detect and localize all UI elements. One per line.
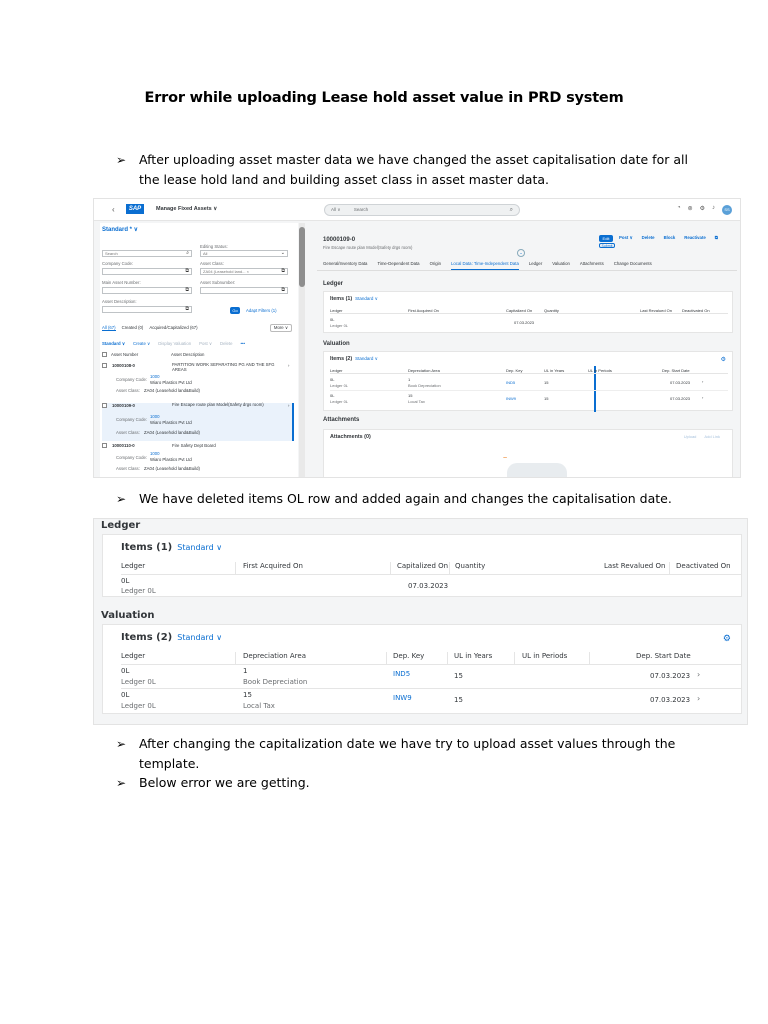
company-code-field[interactable]	[102, 268, 192, 275]
asset-description-label: Asset Description:	[102, 299, 137, 304]
attachment-actions	[684, 434, 720, 439]
bullet-item	[116, 150, 696, 190]
list-item[interactable]: 10000108-0 PARTITION WORK SEPARATING PG AND THE SFG AREAS › Company Code: 1000 Wiaro Plastics Pvt Ltd Asset Class: ZA04 (Leasehold land&Build)	[102, 363, 294, 368]
value-help-icon: ⧉	[281, 287, 285, 293]
chevron-right-icon: ›	[702, 395, 704, 400]
expand-header-icon[interactable]: ⌄	[517, 249, 525, 257]
help-icon[interactable]: ⊚	[687, 206, 693, 212]
object-description: Fire Escape route plan Model(Safety drgs room)	[323, 245, 413, 250]
chevron-right-icon[interactable]: ›	[697, 670, 701, 679]
search-scope[interactable]: All ∨	[331, 207, 341, 212]
value-help-icon: ⧉	[185, 287, 189, 293]
row-checkbox[interactable]	[102, 403, 107, 408]
avatar[interactable]: SS	[722, 205, 732, 215]
submit-button[interactable]: Submit	[599, 243, 615, 248]
col-asset-description: Asset Description	[171, 352, 205, 357]
valuation-section-title: Valuation	[323, 341, 350, 347]
editing-status-select[interactable]: All ⌄	[200, 250, 288, 257]
variant-selector[interactable]: Standard * ∨	[102, 227, 139, 233]
chevron-right-icon[interactable]: ›	[697, 694, 701, 703]
chevron-right-icon: ›	[288, 363, 290, 368]
bullet-text: Below error we are getting.	[139, 775, 310, 790]
value-help-icon: ⧉	[281, 268, 285, 274]
arrow-bullet-icon: ➢	[116, 737, 127, 751]
create-button[interactable]: Create ∨	[132, 341, 151, 346]
table-variant[interactable]: Standard ∨	[102, 341, 125, 346]
notification-icon[interactable]: ◔	[676, 205, 681, 211]
tab-local-data[interactable]: Local Data: Time-Independent Data	[451, 259, 519, 270]
object-actions	[619, 235, 718, 241]
bullet-item	[116, 734, 696, 774]
chevron-right-icon: ›	[288, 403, 290, 408]
list-report-panel	[100, 223, 298, 478]
tab-time-dependent[interactable]: Time-Dependent Data	[377, 261, 420, 266]
overflow-icon[interactable]: •••	[240, 341, 245, 346]
search-placeholder: Search	[353, 207, 369, 212]
search-field[interactable]: Search ⌕	[102, 250, 192, 257]
main-asset-label: Main Asset Number:	[102, 280, 141, 285]
delete-button[interactable]: Delete	[220, 341, 233, 346]
search-icon: ⌕	[186, 250, 189, 256]
bullet-text: We have deleted items OL row and added again and changes the capitalisation date.	[139, 491, 672, 506]
chevron-down-icon: ⌄	[280, 250, 285, 256]
shell-search[interactable]	[324, 204, 520, 216]
splitter-scrollbar[interactable]	[299, 223, 305, 478]
tab-all[interactable]: All (67)	[102, 325, 116, 330]
adapt-filters-button[interactable]: Adapt Filters (1)	[246, 308, 277, 313]
tab-ledger[interactable]: Ledger	[528, 261, 543, 266]
ledger-items-title: Items (1) Standard ∨	[121, 542, 223, 553]
shell-actions	[677, 205, 732, 215]
ledger-card	[323, 291, 733, 333]
object-page	[317, 223, 737, 478]
bullet-text: After uploading asset master data we have changed the asset capitalisation date for all the lease hold land and building asset class in asset master data.	[139, 152, 688, 187]
block-button[interactable]: Block	[663, 235, 676, 240]
screenshot-manage-fixed-assets	[93, 198, 741, 478]
asset-class-field[interactable]: ZA04 (Leasehold land... × ⧉	[200, 268, 288, 275]
valuation-items-title: Items (2) Standard ∨	[330, 356, 378, 362]
object-id: 10000109-0	[323, 237, 356, 243]
valuation-table: Ledger Depreciation Area Dep. Key UL in Years UL in Periods Dep. Start Date 0L Ledger 0L 1 Book Depreciation IND5 15 07.03.2023 › 0L Ledger 0L 15 Local Tax INW9 15 07.03.2023 ›	[121, 652, 741, 712]
list-header	[102, 352, 294, 357]
main-asset-field[interactable]	[102, 287, 192, 294]
settings-icon[interactable]: ⚙	[699, 206, 705, 212]
tab-valuation[interactable]: Valuation	[552, 261, 570, 266]
col-asset-number: Asset Number	[111, 352, 139, 357]
row-checkbox[interactable]	[102, 363, 107, 368]
list-item-selected[interactable]: 10000109-0 Fire Escape route plan Model(Safety drgs room) › Company Code: 1000 Wiaro Plastics Pvt Ltd Asset Class: ZA04 (Leasehold land&Build)	[102, 403, 294, 441]
bullet-text: After changing the capitalization date we have try to upload asset values through the template.	[139, 736, 676, 771]
arrow-bullet-icon: ➢	[116, 492, 127, 506]
object-tabs	[317, 259, 737, 271]
ledger-items-title: Items (1) Standard ∨	[330, 296, 378, 302]
search-icon[interactable]: ⌕	[509, 207, 513, 213]
go-button[interactable]: Go	[230, 307, 240, 314]
upload-button[interactable]: Upload	[683, 434, 697, 439]
editing-status-label: Editing Status:	[200, 244, 228, 249]
empty-state-illustration	[507, 463, 567, 477]
list-toolbar	[102, 341, 245, 347]
add-link-button[interactable]: Add Link	[704, 434, 720, 439]
tab-created[interactable]: Created (0)	[121, 325, 144, 330]
variant-selector[interactable]: Standard ∨	[355, 356, 378, 361]
post-button[interactable]: Post ∨	[619, 235, 633, 240]
back-icon[interactable]: ‹	[112, 205, 115, 214]
ledger-card	[102, 534, 742, 597]
edit-button[interactable]: Edit	[599, 235, 613, 242]
app-title[interactable]: Manage Fixed Assets ∨	[156, 206, 218, 212]
row-checkbox[interactable]	[102, 443, 107, 448]
bullet-item	[116, 773, 696, 793]
attachments-items-title: Attachments (0)	[330, 434, 371, 440]
attachments-section-title: Attachments	[323, 417, 360, 423]
list-item[interactable]: 10000110-0 Fire Safety Dept Board Company Code: 1000 Wiaro Plastics Pvt Ltd Asset Class: ZA04 (Leasehold land&Build)	[102, 443, 294, 448]
valuation-card	[102, 624, 742, 714]
bell-icon[interactable]: ♪	[712, 205, 715, 211]
variant-selector[interactable]: Standard ∨	[355, 296, 378, 301]
tab-attachments[interactable]: Attachments	[579, 261, 604, 266]
ledger-table: Ledger First Acquired On Capitalized On Quantity Last Revalued On Deactivated On 0L Ledger 0L 07.03.2023	[330, 308, 728, 332]
screenshot-ledger-valuation	[93, 518, 748, 725]
value-help-icon: ⧉	[185, 268, 189, 274]
ledger-section-title: Ledger	[323, 281, 344, 287]
select-all-checkbox[interactable]	[102, 352, 107, 357]
shell-bar	[94, 199, 741, 221]
list-tabs	[102, 325, 198, 331]
value-help-icon: ⧉	[185, 306, 189, 312]
asset-class-label: Asset Class:	[200, 261, 224, 266]
display-valuation-button[interactable]: Display Valuation	[158, 341, 192, 346]
settings-icon[interactable]: ⚙	[722, 633, 731, 643]
settings-icon[interactable]: ⚙	[720, 357, 726, 363]
share-icon[interactable]: ⧉	[714, 235, 718, 240]
tab-change-documents[interactable]: Change Documents	[613, 261, 652, 266]
empty-state-bird-icon: ~	[503, 455, 508, 462]
arrow-bullet-icon: ➢	[116, 153, 127, 167]
arrow-bullet-icon: ➢	[116, 776, 127, 790]
company-code-label: Company Code:	[102, 261, 134, 266]
tab-origin[interactable]: Origin	[429, 261, 442, 266]
sap-logo: SAP	[126, 204, 144, 214]
variant-selector[interactable]: Standard ∨	[177, 633, 223, 642]
asset-subnumber-field[interactable]	[200, 287, 288, 294]
valuation-items-title: Items (2) Standard ∨	[121, 632, 223, 643]
asset-description-field[interactable]	[102, 306, 192, 313]
valuation-section-title: Valuation	[101, 610, 155, 621]
asset-subnumber-label: Asset Subnumber:	[200, 280, 236, 285]
bullet-item	[116, 489, 696, 509]
chevron-right-icon: ›	[702, 379, 704, 384]
delete-button[interactable]: Delete	[641, 235, 655, 240]
tab-general[interactable]: General/Inventory Data	[323, 261, 368, 266]
post-button[interactable]: Post ∨	[199, 341, 213, 346]
document-title: Error while uploading Lease hold asset value in PRD system	[144, 90, 624, 106]
reactivate-button[interactable]: Reactivate	[684, 235, 706, 240]
more-button[interactable]: More ∨	[270, 324, 292, 332]
tab-acquired[interactable]: Acquired/Capitalized (67)	[149, 325, 198, 330]
variant-selector[interactable]: Standard ∨	[177, 543, 223, 552]
valuation-table: Ledger Depreciation Area Dep. Key UL in Years UL in Periods Dep. Start Date 0L Ledger 0L 1 Book Depreciation IND5 15 07.03.2023 › 0L Ledger 0L 15 Local Tax INW9 15 07.03.2023 ›	[330, 368, 728, 410]
ledger-table: Ledger First Acquired On Capitalized On Quantity Last Revalued On Deactivated On 0L Ledger 0L 07.03.2023	[121, 562, 741, 596]
ledger-section-title: Ledger	[101, 520, 141, 531]
valuation-card	[323, 351, 733, 411]
